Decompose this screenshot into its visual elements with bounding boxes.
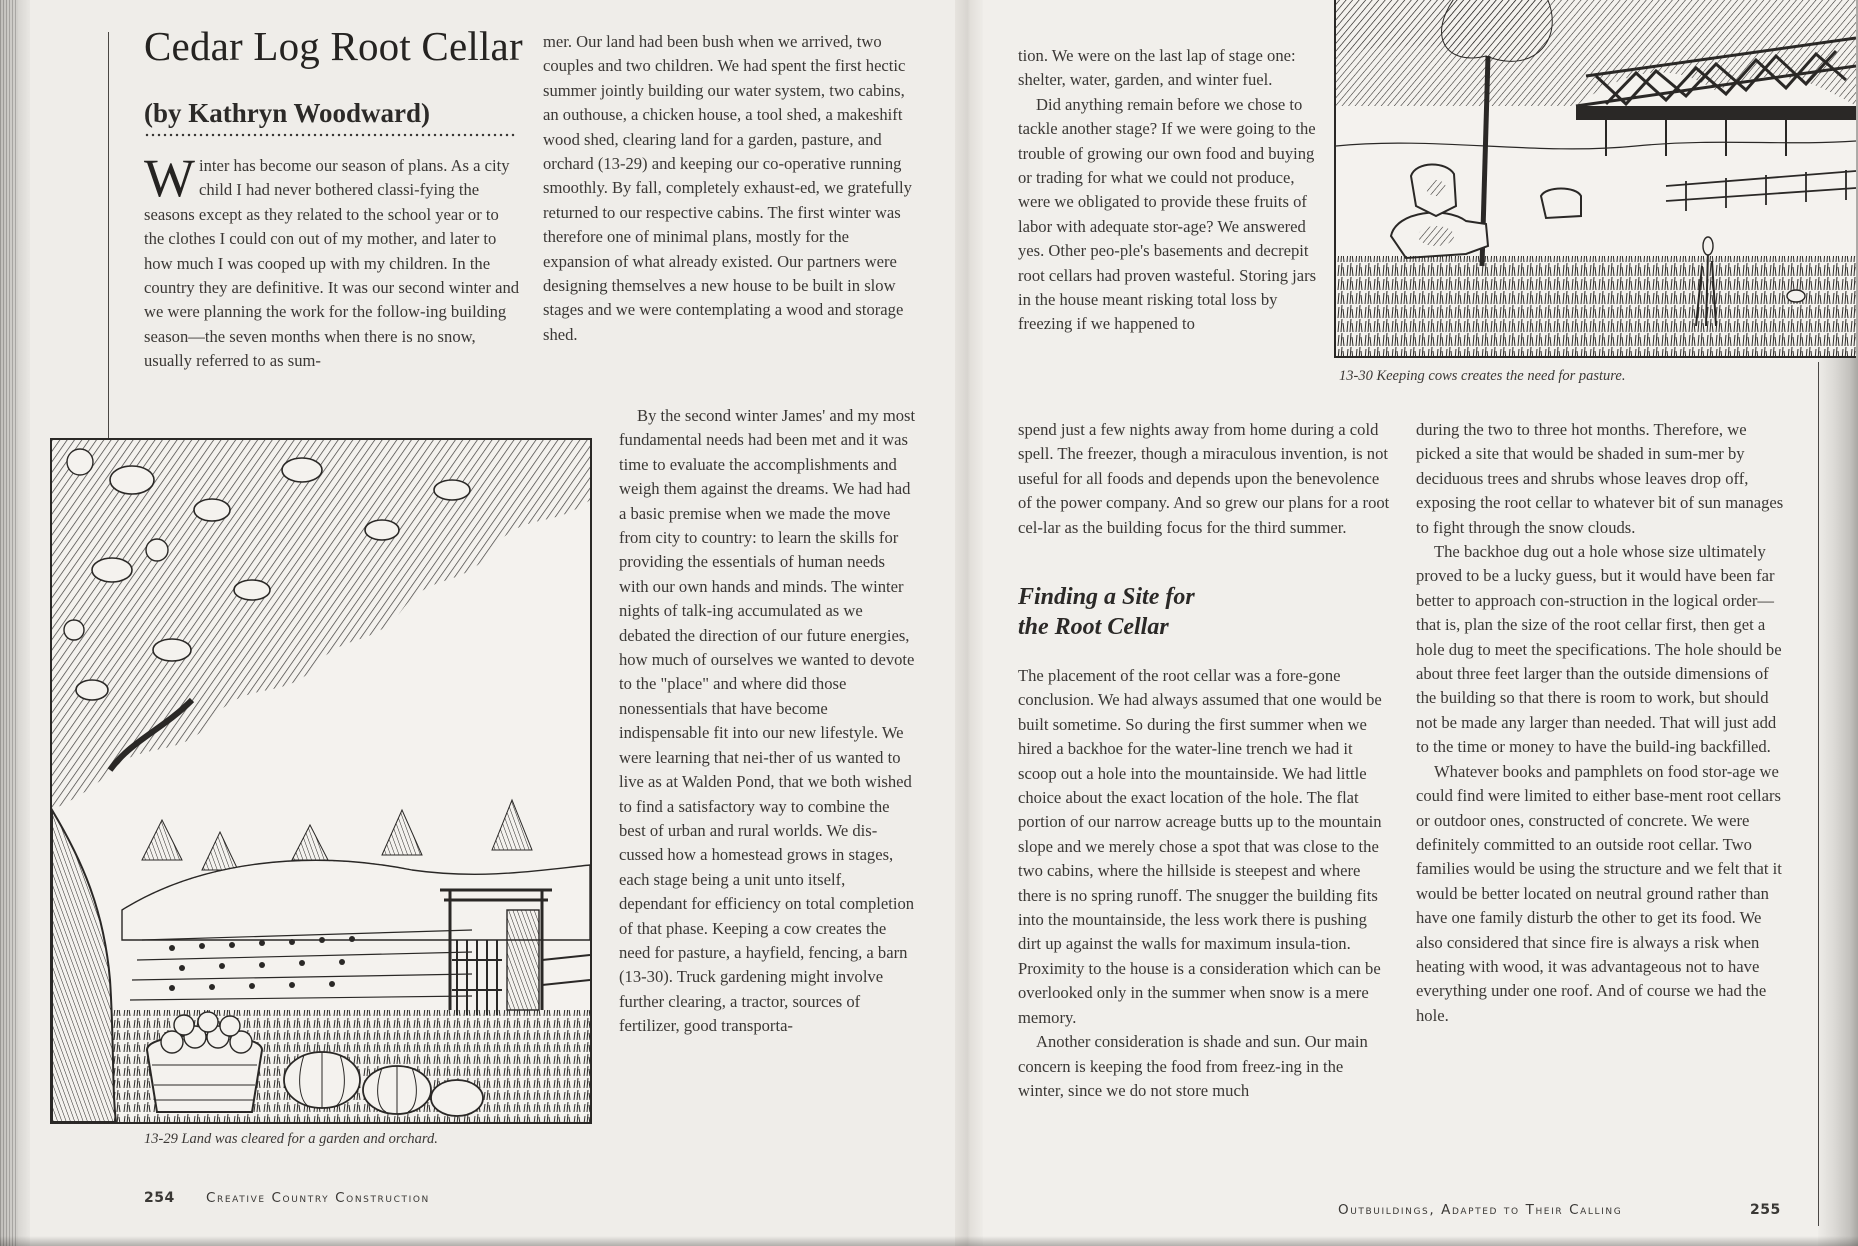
cows-pasture-illustration xyxy=(1334,0,1856,358)
figure-caption-13-30: 13-30 Keeping cows creates the need for pasture. xyxy=(1339,368,1626,384)
book-gutter xyxy=(955,0,983,1246)
book-edge-left xyxy=(0,0,30,1246)
right-column-1-top xyxy=(1018,44,1318,337)
section-heading xyxy=(1018,582,1195,642)
right-col1-top-paragraph: tion. We were on the last lap of stage one: shelter, water, garden, and winter fuel. xyxy=(1018,46,1296,90)
section-paragraph: The placement of the root cellar was a fore-gone conclusion. We had always assumed that one would be built sometime. So during the first summer when we hired a backhoe for the water-line trench we had it scoop out a hole into the mountainside. We had little choice about the exact location of the hole. The flat portion of our narrow acreage butts up to the mountain slope and we merely chose a spot that was close to the two cabins, where the hillside is steepest and where there is no spring runoff. The snugger the building fits into the mountainside, the less work there is pushing dirt up against the walls for maximum insula-tion. Proximity to the house is a consideration which can be overlooked only in the summer when snow is a mere memory. xyxy=(1018,666,1382,1027)
col1-paragraph: inter has become our season of plans. As a city child I had never bothered classi-fying the seasons except as they related to the school year or to the clothes I could con out of my mother, and later to how much I was cooped up with my children. In the country they are definitive. It was our second winter and we were planning the work for the follow-ing building season—the seven months when there is no snow, usually referred to as sum- xyxy=(144,156,520,371)
section-heading-line2: the Root Cellar xyxy=(1018,614,1169,640)
cows-pasture-drawing xyxy=(1336,0,1856,356)
page-number-right: 255 xyxy=(1750,1202,1781,1218)
right-column-2 xyxy=(1416,418,1788,1028)
drop-cap: W xyxy=(144,148,195,208)
garden-orchard-drawing xyxy=(52,440,590,1122)
shade-paragraph: Another consideration is shade and sun. Our main concern is keeping the food from freez-ing in the winter, since we do not store much xyxy=(1018,1032,1368,1100)
right-col2-para3: Whatever books and pamphlets on food stor-age we could find were limited to either base-ment root cellars or outdoor ones, constructed of concrete. We were definitely committed to an outside root cellar. Two families would be using the structure and we felt that it would be better located on neutral ground rather than have one family disturb the other to get its food. We also considered that since fire is always a risk when heating with wood, it was advantageous not to have everything under one roof. And of course we had the hole. xyxy=(1416,761,1782,1025)
running-footer-right: Outbuildings, Adapted to Their Calling xyxy=(1338,1202,1623,1218)
col2-paragraph-bottom: By the second winter James' and my most fundamental needs had been met and it was time to evaluate the accomplishments and weigh them against the dreams. We had had a basic premise when we made the move from city to country: to learn the skills for providing the essentials of human needs with our own hands and minds. The winter nights of talk-ing accumulated as we debated the direction of our future energies, how much of ourselves we wanted to devote to the "place" and where did those nonessentials that have become indispensable fit into our new lifestyle. We were learning that nei-ther of us wanted to live as at Walden Pond, that we both wished to find a satisfactory way to combine the best of urban and rural worlds. We dis-cussed how a homestead grows in stages, each stage being a unit unto itself, dependant for efficiency on total completion of that phase. Keeping a cow creates the need for pasture, a hayfield, fencing, a barn (13-30). Truck gardening might involve further clearing, a tractor, sources of fertilizer, good transporta- xyxy=(619,406,916,1036)
running-footer-left: Creative Country Construction xyxy=(206,1190,430,1206)
left-column-1 xyxy=(144,148,520,374)
right-col1-cont-paragraph: spend just a few nights away from home during a cold spell. The freezer, though a miraculous invention, is not useful for all foods and depends upon the benevolence of the power company. And so grew our plans for a root cel-lar as the building focus for the third summer. xyxy=(1018,420,1390,537)
page-bottom-shadow xyxy=(0,1236,1858,1246)
right-column-1-section xyxy=(1018,664,1390,1103)
left-column-2-bottom xyxy=(619,404,917,1039)
garden-orchard-illustration xyxy=(50,438,592,1124)
page-number-left: 254 xyxy=(144,1190,175,1206)
right-margin-rule xyxy=(1818,362,1819,1226)
byline: (by Kathryn Woodward) xyxy=(144,98,431,128)
right-column-1-cont xyxy=(1018,418,1390,540)
section-heading-line1: Finding a Site for xyxy=(1018,584,1195,610)
right-col2-para2: The backhoe dug out a hole whose size ultimately proved to be a lucky guess, but it would have been far better to approach con-struction in the logical order—that is, plan the size of the root cellar first, then get a hole dug to meet the specifications. The hole should be about three feet larger than the outside dimensions of the building so that there is room to work, but should not be made any larger than needed. That will just add to the time or money to have the build-ing backfilled. xyxy=(1416,542,1782,757)
col2-paragraph-top: mer. Our land had been bush when we arrived, two couples and two children. We had spent the first hectic summer jointly building our water system, two cabins, an outhouse, a chicken house, a tool shed, a makeshift wood shed, clearing land for a garden, pasture, and orchard (13-29) and keeping our co-operative running smoothly. By fall, completely exhaust-ed, we gratefully returned to our respective cabins. The first winter was therefore one of minimal plans, mostly for the expansion of what already existed. Our partners were designing themselves a new house to be built in slow stages and we were contemplating a wood and storage shed. xyxy=(543,32,912,344)
left-column-2-top xyxy=(543,30,913,347)
dotted-rule xyxy=(144,133,516,137)
right-col2-para1: during the two to three hot months. Therefore, we picked a site that would be shaded in sum-mer by deciduous trees and shrubs whose leaves drop off, exposing the root cellar to whatever bit of sun manages to fight through the snow clouds. xyxy=(1416,420,1784,537)
figure-caption-13-29: 13-29 Land was cleared for a garden and orchard. xyxy=(144,1131,438,1147)
article-title: Cedar Log Root Cellar xyxy=(144,23,523,69)
right-col1-para2: Did anything remain before we chose to tackle another stage? If we were going to the trouble of growing our own food and buying or trading for what we could not produce, were we obligated to provide these fruits of labor with adequate stor-age? We answered yes. Other peo-ple's basements and decrepit root cellars had proven wasteful. Storing jars in the house meant risking total loss by freezing if we happened to xyxy=(1018,94,1317,334)
